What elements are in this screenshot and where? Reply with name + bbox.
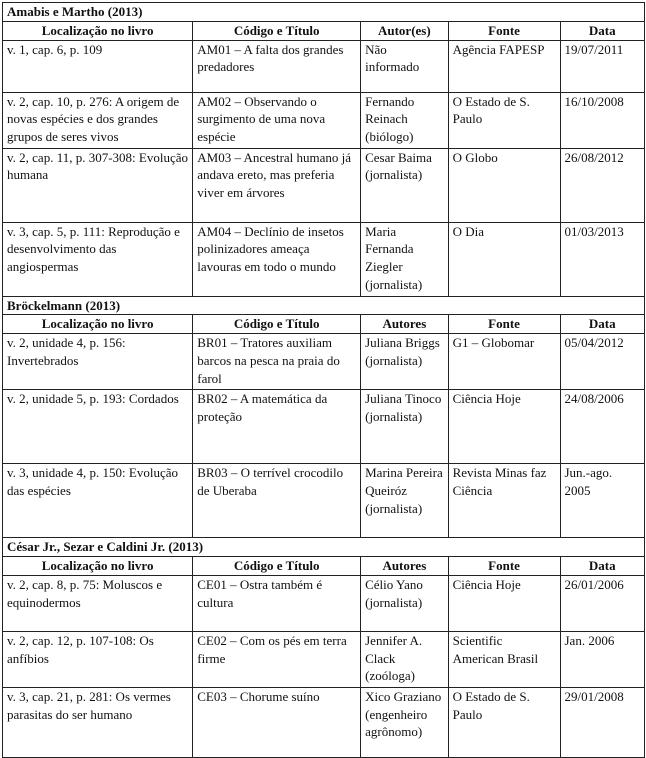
header-date: Data [560, 21, 645, 40]
header-authors: Autor(es) [361, 21, 448, 40]
cell-author: Não informado [361, 40, 448, 92]
header-row [3, 556, 645, 575]
header-row [3, 315, 645, 334]
cell-source: Agência FAPESP [448, 40, 560, 92]
table-row [3, 390, 645, 464]
section-title: Bröckelmann (2013) [3, 296, 645, 315]
cell-code-title: AM01 – A falta dos grandes predadores [193, 40, 361, 92]
cell-author: Juliana Tinoco (jornalista) [361, 390, 448, 464]
cell-source: Scientific American Brasil [448, 631, 560, 687]
cell-source: Ciência Hoje [448, 575, 560, 631]
cell-code-title: AM03 – Ancestral humano já andava ereto, mas preferia viver em árvores [193, 148, 361, 222]
cell-author: Cesar Baima (jornalista) [361, 148, 448, 222]
cell-location: v. 2, cap. 12, p. 107-108: Os anfíbios [3, 631, 193, 687]
cell-source: O Estado de S. Paulo [448, 92, 560, 148]
table-row [3, 464, 645, 538]
cell-location: v. 2, cap. 11, p. 307-308: Evolução humana [3, 148, 193, 222]
cell-code-title: CE02 – Com os pés em terra firme [193, 631, 361, 687]
table-row [3, 92, 645, 148]
cell-source: O Dia [448, 222, 560, 296]
cell-location: v. 3, cap. 21, p. 281: Os vermes parasitas do ser humano [3, 687, 193, 757]
cell-date: 05/04/2012 [560, 334, 645, 390]
header-date: Data [560, 315, 645, 334]
cell-date: 26/01/2006 [560, 575, 645, 631]
cell-date: 19/07/2011 [560, 40, 645, 92]
header-authors: Autores [361, 315, 448, 334]
cell-author: Célio Yano (jornalista) [361, 575, 448, 631]
cell-author: Juliana Briggs (jornalista) [361, 334, 448, 390]
table-row [3, 334, 645, 390]
header-location: Localização no livro [3, 315, 193, 334]
cell-code-title: BR03 – O terrível crocodilo de Uberaba [193, 464, 361, 538]
section-title-row [3, 538, 645, 557]
header-code-title: Código e Título [193, 556, 361, 575]
cell-date: 29/01/2008 [560, 687, 645, 757]
cell-location: v. 2, unidade 5, p. 193: Cordados [3, 390, 193, 464]
cell-location: v. 2, cap. 8, p. 75: Moluscos e equinodermos [3, 575, 193, 631]
cell-author: Maria Fernanda Ziegler (jornalista) [361, 222, 448, 296]
cell-source: O Estado de S. Paulo [448, 687, 560, 757]
cell-code-title: AM02 – Observando o surgimento de uma nova espécie [193, 92, 361, 148]
cell-date: Jun.-ago. 2005 [560, 464, 645, 538]
header-authors: Autores [361, 556, 448, 575]
section-title-row [3, 296, 645, 315]
cell-source: Revista Minas faz Ciência [448, 464, 560, 538]
header-row [3, 21, 645, 40]
header-code-title: Código e Título [193, 21, 361, 40]
cell-location: v. 2, unidade 4, p. 156: Invertebrados [3, 334, 193, 390]
cell-date: Jan. 2006 [560, 631, 645, 687]
table-row [3, 631, 645, 687]
table-row [3, 222, 645, 296]
section-title: César Jr., Sezar e Caldini Jr. (2013) [3, 538, 645, 557]
cell-source: Ciência Hoje [448, 390, 560, 464]
header-code-title: Código e Título [193, 315, 361, 334]
cell-author: Fernando Reinach (biólogo) [361, 92, 448, 148]
section-title: Amabis e Martho (2013) [3, 3, 645, 22]
table-row [3, 575, 645, 631]
cell-code-title: BR02 – A matemática da proteção [193, 390, 361, 464]
cell-date: 16/10/2008 [560, 92, 645, 148]
table-row [3, 148, 645, 222]
cell-location: v. 3, cap. 5, p. 111: Reprodução e desenvolvimento das angiospermas [3, 222, 193, 296]
header-source: Fonte [448, 556, 560, 575]
cell-author: Xico Graziano (engenheiro agrônomo) [361, 687, 448, 757]
cell-date: 26/08/2012 [560, 148, 645, 222]
cell-location: v. 3, unidade 4, p. 150: Evolução das espécies [3, 464, 193, 538]
cell-date: 01/03/2013 [560, 222, 645, 296]
section-title-row [3, 3, 645, 22]
cell-author: Jennifer A. Clack (zoóloga) [361, 631, 448, 687]
references-table [2, 2, 645, 758]
cell-date: 24/08/2006 [560, 390, 645, 464]
cell-code-title: AM04 – Declínio de insetos polinizadores ameaça lavouras em todo o mundo [193, 222, 361, 296]
cell-source: O Globo [448, 148, 560, 222]
table-row [3, 40, 645, 92]
header-date: Data [560, 556, 645, 575]
cell-source: G1 – Globomar [448, 334, 560, 390]
header-source: Fonte [448, 21, 560, 40]
cell-code-title: BR01 – Tratores auxiliam barcos na pesca na praia do farol [193, 334, 361, 390]
cell-location: v. 1, cap. 6, p. 109 [3, 40, 193, 92]
header-location: Localização no livro [3, 556, 193, 575]
table-row [3, 687, 645, 757]
cell-code-title: CE01 – Ostra também é cultura [193, 575, 361, 631]
header-source: Fonte [448, 315, 560, 334]
header-location: Localização no livro [3, 21, 193, 40]
cell-author: Marina Pereira Queiróz (jornalista) [361, 464, 448, 538]
cell-code-title: CE03 – Chorume suíno [193, 687, 361, 757]
cell-location: v. 2, cap. 10, p. 276: A origem de novas espécies e dos grandes grupos de seres vivos [3, 92, 193, 148]
